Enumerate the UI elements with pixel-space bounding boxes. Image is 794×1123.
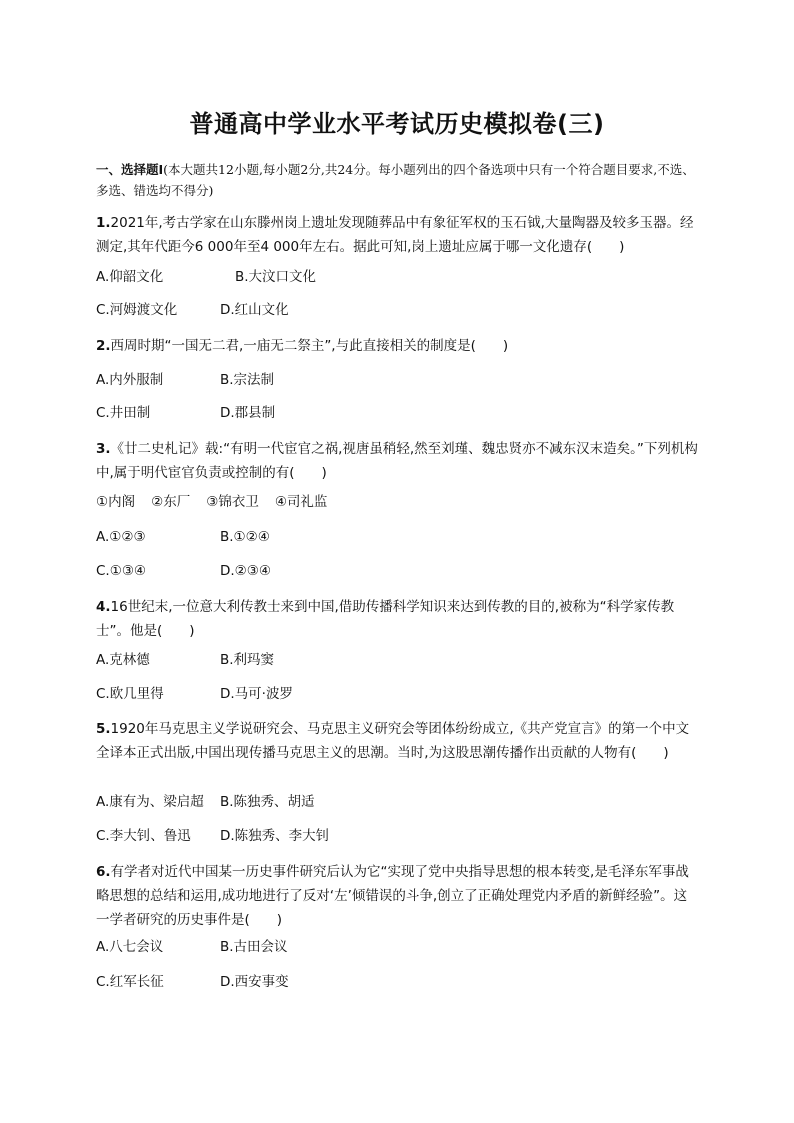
option-a: A.八七会议 (96, 939, 164, 955)
option-b: B.古田会议 (220, 939, 288, 955)
question-number: 5. (96, 721, 111, 737)
option-c: C.井田制 (96, 405, 151, 421)
question-stem: 2021年,考古学家在山东滕州岗上遗址发现随葬品中有象征军权的玉石钺,大量陶器及较多玉器。经测定,其年代距今6 000年至4 000年左右。据此可知,岗上遗址应属于哪一文化遗存( ) (96, 215, 694, 255)
option-d: D.西安事变 (220, 974, 289, 990)
option-a: A.仰韶文化 (96, 269, 164, 285)
question-5 (96, 717, 698, 765)
question-1 (96, 211, 698, 259)
question-2 (96, 334, 698, 358)
option-b: B.陈独秀、胡适 (220, 794, 315, 810)
page-title: 普通高中学业水平考试历史模拟卷(三) (189, 110, 605, 138)
question-stem: 16世纪末,一位意大利传教士来到中国,借助传播科学知识来达到传教的目的,被称为“科学家传教士”。他是( ) (96, 599, 675, 639)
option-c: C.河姆渡文化 (96, 302, 178, 318)
question-6 (96, 860, 698, 932)
item: ①内阁 (96, 494, 136, 510)
option-d: D.马可·波罗 (220, 686, 293, 702)
question-number: 6. (96, 864, 111, 880)
option-a: A.康有为、梁启超 (96, 794, 204, 810)
item: ③锦衣卫 (206, 494, 259, 510)
item: ②东厂 (151, 494, 191, 510)
question-stem: 有学者对近代中国某一历史事件研究后认为它“实现了党中央指导思想的根本转变,是毛泽东军事战略思想的总结和运用,成功地进行了反对‘左’倾错误的斗争,创立了正确处理党内矛盾的新鲜经验”。这一学者研究的历史事件是( ) (96, 864, 689, 928)
option-b: B.①②④ (220, 529, 270, 545)
question-number: 3. (96, 441, 111, 457)
option-c: C.李大钊、鲁迅 (96, 828, 191, 844)
option-b: B.大汶口文化 (235, 269, 317, 285)
section-instructions (96, 159, 696, 201)
option-a: A.①②③ (96, 529, 146, 545)
question-number: 1. (96, 215, 111, 231)
question-stem: 西周时期“一国无二君,一庙无二祭主”,与此直接相关的制度是( ) (110, 338, 509, 354)
section-instructions-text: (本大题共12小题,每小题2分,共24分。每小题列出的四个备选项中只有一个符合题目要求,不选、多选、错选均不得分) (96, 162, 695, 198)
option-d: D.郡县制 (220, 405, 276, 421)
option-b: B.利玛窦 (220, 652, 275, 668)
option-d: D.红山文化 (220, 302, 289, 318)
option-c: C.欧几里得 (96, 686, 164, 702)
option-d: D.②③④ (220, 563, 271, 579)
item: ④司礼监 (274, 494, 328, 510)
question-number: 2. (96, 338, 111, 354)
option-c: C.红军长征 (96, 974, 164, 990)
option-c: C.①③④ (96, 563, 147, 579)
question-number: 4. (96, 599, 111, 615)
question-4 (96, 595, 698, 643)
option-a: A.克林德 (96, 652, 150, 668)
item-list (96, 492, 343, 512)
question-stem: 《廿二史札记》载:“有明一代宦官之祸,视唐虽稍轻,然至刘瑾、魏忠贤亦不减东汉末造矣。”下列机构中,属于明代宦官负责或控制的有( ) (96, 441, 698, 481)
option-d: D.陈独秀、李大钊 (220, 828, 330, 844)
question-stem: 1920年马克思主义学说研究会、马克思主义研究会等团体纷纷成立,《共产党宣言》的第一个中文全译本正式出版,中国出现传播马克思主义的思潮。当时,为这股思潮传播作出贡献的人物有( ) (96, 721, 690, 761)
section-heading: 一、选择题Ⅰ (96, 162, 164, 177)
option-b: B.宗法制 (220, 372, 275, 388)
option-a: A.内外服制 (96, 372, 164, 388)
question-3 (96, 437, 698, 485)
